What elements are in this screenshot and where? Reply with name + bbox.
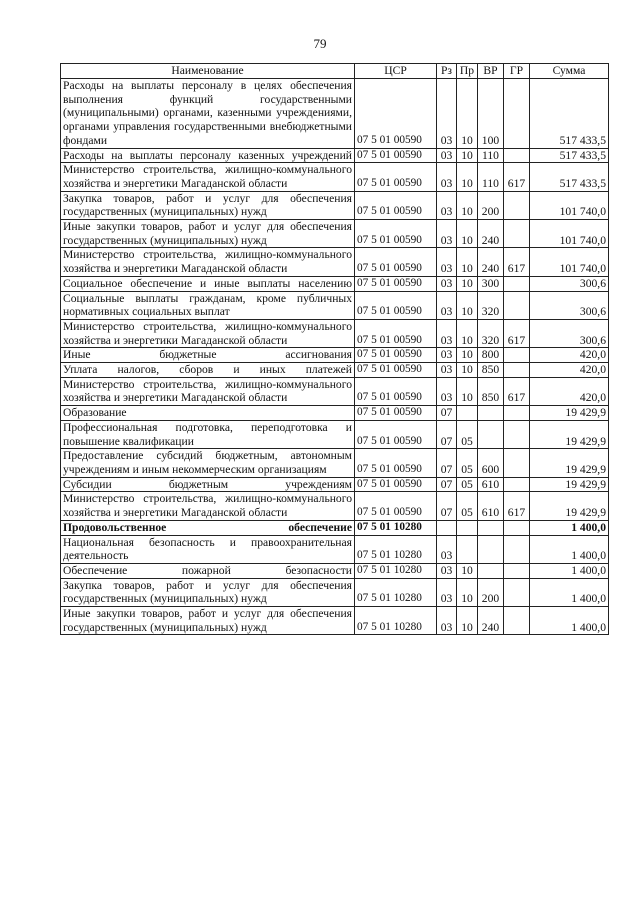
cell-gr [504,520,530,535]
cell-csr: 07 5 01 00590 [355,220,437,248]
cell-name: Образование [61,406,355,421]
cell-name: Уплата налогов, сборов и иных платежей [61,363,355,378]
cell-csr: 07 5 01 00590 [355,363,437,378]
cell-gr [504,220,530,248]
cell-vr: 200 [478,578,504,606]
column-header-vr: ВР [478,64,504,79]
cell-rz: 07 [437,420,457,448]
cell-pr: 10 [457,607,478,635]
cell-name: Министерство строительства, жилищно-коммунального хозяйства и энергетики Магаданской области [61,163,355,191]
column-header-name: Наименование [61,64,355,79]
cell-vr: 850 [478,377,504,405]
cell-gr [504,607,530,635]
table-row [61,449,609,477]
cell-gr: 617 [504,377,530,405]
cell-rz: 03 [437,535,457,563]
cell-rz: 03 [437,148,457,163]
cell-sum: 300,6 [530,319,609,347]
cell-rz: 07 [437,449,457,477]
cell-name: Предоставление субсидий бюджетным, автономным учреждениям и иным некоммерческим организациям [61,449,355,477]
cell-vr [478,535,504,563]
cell-rz: 07 [437,406,457,421]
cell-vr: 100 [478,79,504,149]
table-body [61,79,609,635]
cell-name: Расходы на выплаты персоналу казенных учреждений [61,148,355,163]
cell-csr: 07 5 01 00590 [355,148,437,163]
table-row [61,291,609,319]
cell-csr: 07 5 01 00590 [355,79,437,149]
cell-vr: 320 [478,319,504,347]
cell-vr: 850 [478,363,504,378]
cell-rz: 07 [437,477,457,492]
cell-name: Продовольственное обеспечение [61,520,355,535]
cell-name: Профессиональная подготовка, переподготовка и повышение квалификации [61,420,355,448]
table-header-row [61,64,609,79]
cell-csr: 07 5 01 10280 [355,535,437,563]
cell-csr: 07 5 01 00590 [355,449,437,477]
cell-rz: 07 [437,492,457,520]
cell-sum: 101 740,0 [530,220,609,248]
cell-gr [504,148,530,163]
cell-vr: 240 [478,607,504,635]
cell-sum: 19 429,9 [530,420,609,448]
cell-sum: 1 400,0 [530,563,609,578]
cell-name: Расходы на выплаты персоналу в целях обеспечения выполнения функций государственными (муниципальными) органами, казенными учреждениями, органами управления государственными внебюджетными фондами [61,79,355,149]
cell-csr: 07 5 01 00590 [355,477,437,492]
cell-rz: 03 [437,191,457,219]
cell-pr: 10 [457,291,478,319]
cell-gr [504,406,530,421]
table-row [61,163,609,191]
cell-vr [478,406,504,421]
cell-pr: 10 [457,148,478,163]
column-header-gr: ГР [504,64,530,79]
cell-gr [504,191,530,219]
cell-rz: 03 [437,578,457,606]
cell-pr [457,520,478,535]
table-row [61,319,609,347]
cell-sum: 420,0 [530,377,609,405]
cell-pr: 10 [457,276,478,291]
cell-rz: 03 [437,220,457,248]
cell-csr: 07 5 01 00590 [355,291,437,319]
cell-rz: 03 [437,163,457,191]
cell-csr: 07 5 01 00590 [355,377,437,405]
cell-pr: 10 [457,377,478,405]
cell-pr: 10 [457,191,478,219]
cell-sum: 300,6 [530,291,609,319]
cell-csr: 07 5 01 10280 [355,520,437,535]
cell-pr: 10 [457,220,478,248]
column-header-csr: ЦСР [355,64,437,79]
cell-pr: 10 [457,163,478,191]
cell-sum: 1 400,0 [530,578,609,606]
cell-name: Министерство строительства, жилищно-коммунального хозяйства и энергетики Магаданской области [61,492,355,520]
cell-sum: 1 400,0 [530,535,609,563]
cell-csr: 07 5 01 10280 [355,607,437,635]
cell-name: Иные закупки товаров, работ и услуг для обеспечения государственных (муниципальных) нужд [61,607,355,635]
cell-pr: 10 [457,363,478,378]
cell-rz: 03 [437,319,457,347]
table-row [61,148,609,163]
cell-gr [504,276,530,291]
table-row [61,363,609,378]
cell-csr: 07 5 01 00590 [355,248,437,276]
cell-sum: 101 740,0 [530,191,609,219]
table-row [61,377,609,405]
cell-pr: 05 [457,449,478,477]
budget-table [60,63,609,635]
cell-vr: 300 [478,276,504,291]
table-row [61,420,609,448]
cell-sum: 420,0 [530,363,609,378]
cell-pr: 10 [457,79,478,149]
cell-vr [478,420,504,448]
cell-csr: 07 5 01 00590 [355,420,437,448]
cell-name: Иные закупки товаров, работ и услуг для обеспечения государственных (муниципальных) нужд [61,220,355,248]
cell-sum: 420,0 [530,348,609,363]
cell-vr: 240 [478,220,504,248]
cell-pr: 05 [457,492,478,520]
cell-rz: 03 [437,363,457,378]
cell-pr: 10 [457,248,478,276]
cell-rz [437,520,457,535]
table-row [61,535,609,563]
cell-vr: 320 [478,291,504,319]
cell-sum: 1 400,0 [530,520,609,535]
table-row [61,276,609,291]
cell-csr: 07 5 01 10280 [355,563,437,578]
table-row [61,191,609,219]
cell-name: Министерство строительства, жилищно-коммунального хозяйства и энергетики Магаданской области [61,248,355,276]
cell-gr [504,535,530,563]
cell-vr [478,563,504,578]
cell-pr: 10 [457,319,478,347]
cell-name: Министерство строительства, жилищно-коммунального хозяйства и энергетики Магаданской области [61,319,355,347]
cell-gr [504,363,530,378]
cell-gr: 617 [504,492,530,520]
cell-name: Обеспечение пожарной безопасности [61,563,355,578]
cell-vr: 200 [478,191,504,219]
page-number: 79 [313,36,327,51]
column-header-rz: Рз [437,64,457,79]
cell-vr: 610 [478,477,504,492]
cell-sum: 517 433,5 [530,148,609,163]
cell-csr: 07 5 01 00590 [355,406,437,421]
cell-gr [504,291,530,319]
cell-vr: 600 [478,449,504,477]
table-row [61,79,609,149]
cell-vr: 800 [478,348,504,363]
cell-name: Социальные выплаты гражданам, кроме публичных нормативных социальных выплат [61,291,355,319]
cell-csr: 07 5 01 00590 [355,163,437,191]
cell-sum: 19 429,9 [530,477,609,492]
cell-gr [504,79,530,149]
table-row [61,348,609,363]
cell-sum: 517 433,5 [530,163,609,191]
cell-rz: 03 [437,607,457,635]
cell-name: Субсидии бюджетным учреждениям [61,477,355,492]
cell-vr: 110 [478,148,504,163]
cell-sum: 1 400,0 [530,607,609,635]
cell-csr: 07 5 01 00590 [355,348,437,363]
cell-gr [504,563,530,578]
column-header-sum: Сумма [530,64,609,79]
cell-sum: 19 429,9 [530,492,609,520]
cell-vr: 610 [478,492,504,520]
cell-sum: 19 429,9 [530,449,609,477]
cell-pr [457,406,478,421]
cell-sum: 517 433,5 [530,79,609,149]
cell-gr [504,449,530,477]
cell-csr: 07 5 01 00590 [355,319,437,347]
table-row [61,406,609,421]
cell-csr: 07 5 01 00590 [355,492,437,520]
cell-gr [504,348,530,363]
table-row [61,563,609,578]
cell-name: Иные бюджетные ассигнования [61,348,355,363]
cell-pr: 05 [457,420,478,448]
table-row [61,220,609,248]
cell-pr: 10 [457,563,478,578]
cell-rz: 03 [437,377,457,405]
cell-sum: 101 740,0 [530,248,609,276]
table-row [61,248,609,276]
cell-csr: 07 5 01 00590 [355,191,437,219]
cell-vr: 240 [478,248,504,276]
cell-name: Закупка товаров, работ и услуг для обеспечения государственных (муниципальных) нужд [61,578,355,606]
cell-vr: 110 [478,163,504,191]
cell-sum: 300,6 [530,276,609,291]
cell-rz: 03 [437,291,457,319]
table-row [61,492,609,520]
cell-sum: 19 429,9 [530,406,609,421]
cell-pr: 05 [457,477,478,492]
table-row [61,477,609,492]
cell-pr: 10 [457,348,478,363]
cell-csr: 07 5 01 10280 [355,578,437,606]
cell-name: Закупка товаров, работ и услуг для обеспечения государственных (муниципальных) нужд [61,191,355,219]
cell-rz: 03 [437,248,457,276]
cell-name: Социальное обеспечение и иные выплаты населению [61,276,355,291]
cell-vr [478,520,504,535]
cell-rz: 03 [437,79,457,149]
cell-gr [504,477,530,492]
cell-pr: 10 [457,578,478,606]
cell-rz: 03 [437,276,457,291]
cell-csr: 07 5 01 00590 [355,276,437,291]
cell-rz: 03 [437,563,457,578]
cell-gr: 617 [504,319,530,347]
cell-gr [504,420,530,448]
column-header-pr: Пр [457,64,478,79]
cell-gr [504,578,530,606]
cell-pr [457,535,478,563]
cell-gr: 617 [504,248,530,276]
table-row [61,607,609,635]
cell-rz: 03 [437,348,457,363]
cell-name: Министерство строительства, жилищно-коммунального хозяйства и энергетики Магаданской области [61,377,355,405]
cell-name: Национальная безопасность и правоохранительная деятельность [61,535,355,563]
cell-gr: 617 [504,163,530,191]
table-row [61,520,609,535]
table-row [61,578,609,606]
